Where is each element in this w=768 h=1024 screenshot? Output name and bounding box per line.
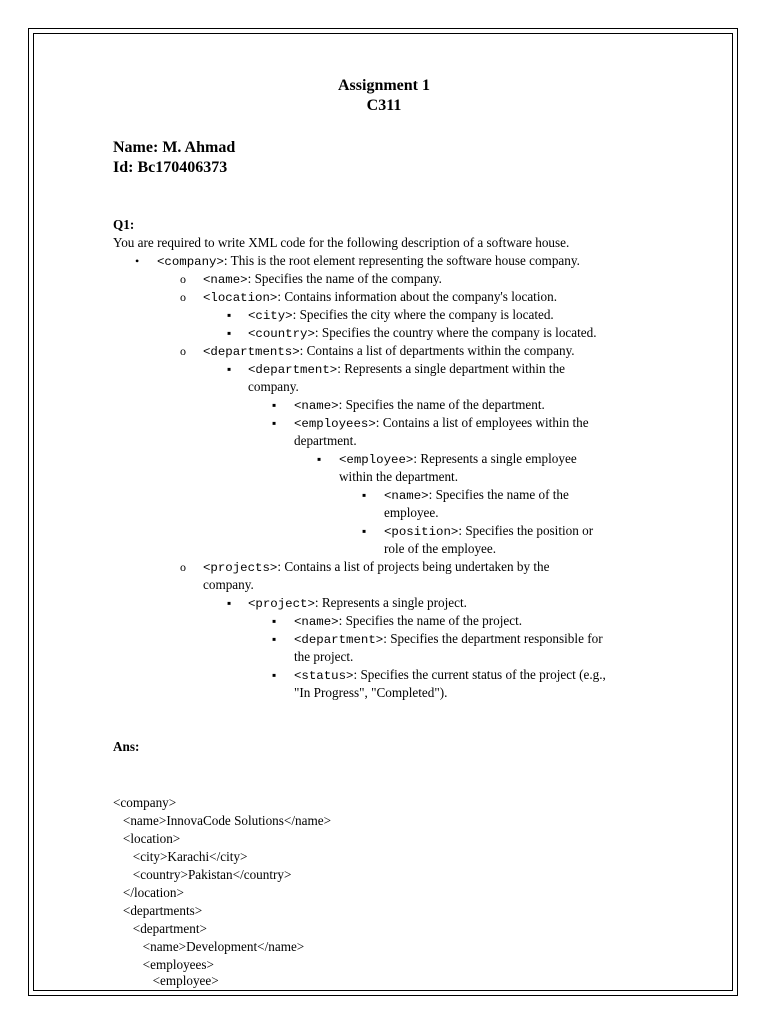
xml-tag: <name>: [384, 489, 429, 503]
item-description: : Represents a single department within the: [337, 361, 566, 376]
xml-tag: <name>: [203, 273, 248, 287]
bullet-square: ▪: [317, 452, 322, 466]
question-intro: You are required to write XML code for the following description of a software house.: [113, 235, 570, 250]
list-item: [294, 612, 522, 631]
item-description: : Represents a single employee: [413, 451, 577, 466]
bullet-circle: o: [180, 290, 186, 304]
list-item: [248, 360, 565, 379]
item-description: : Specifies the country where the company is located.: [314, 325, 597, 340]
item-continuation: company.: [203, 577, 254, 592]
xml-tag: <name>: [294, 615, 339, 629]
list-item: [294, 396, 545, 415]
bullet-square: ▪: [227, 596, 232, 610]
item-continuation: employee.: [384, 505, 439, 520]
code-line: <company>: [113, 795, 177, 810]
item-description: : Specifies the position or: [458, 523, 594, 538]
list-item: [384, 486, 569, 505]
course-code: C311: [366, 97, 402, 114]
item-description: : Specifies the current status of the project (e.g.,: [353, 667, 606, 682]
xml-tag: <company>: [157, 255, 224, 269]
list-item: [248, 324, 597, 343]
list-item: [384, 522, 593, 541]
assignment-title: Assignment 1: [337, 77, 430, 94]
list-item: [294, 630, 603, 649]
bullet-square: ▪: [227, 326, 232, 340]
item-description: : Contains a list of employees within the: [375, 415, 589, 430]
item-description: : Contains a list of projects being undertaken by the: [277, 559, 550, 574]
bullet-square: ▪: [362, 488, 367, 502]
item-continuation: company.: [248, 379, 299, 394]
xml-tag: <status>: [294, 669, 354, 683]
list-item: [248, 306, 554, 325]
list-item: [294, 414, 589, 433]
item-description: : Contains a list of departments within the company.: [299, 343, 575, 358]
item-description: : This is the root element representing the software house company.: [223, 253, 580, 268]
list-item: [203, 270, 442, 289]
item-continuation: the project.: [294, 649, 354, 664]
item-description: : Specifies the name of the company.: [247, 271, 442, 286]
xml-tag: <city>: [248, 309, 293, 323]
list-item: [157, 252, 580, 271]
bullet-circle: o: [180, 560, 186, 574]
bullet-square: ▪: [362, 524, 367, 538]
bullet-disc: •: [135, 254, 140, 268]
code-line: <name>Development</name>: [113, 939, 305, 954]
xml-tag: <projects>: [203, 561, 278, 575]
list-item: [294, 666, 606, 685]
bullet-square: ▪: [272, 668, 277, 682]
answer-label: Ans:: [113, 739, 140, 754]
item-description: : Represents a single project.: [314, 595, 467, 610]
item-description: : Specifies the name of the: [428, 487, 569, 502]
list-item: [203, 558, 549, 577]
bullet-square: ▪: [272, 416, 277, 430]
bullet-square: ▪: [272, 632, 277, 646]
code-line: <city>Karachi</city>: [113, 849, 248, 864]
item-description: : Specifies the name of the project.: [338, 613, 523, 628]
bullet-square: ▪: [227, 308, 232, 322]
code-line: <employee>: [113, 973, 219, 988]
item-description: : Specifies the name of the department.: [338, 397, 545, 412]
item-description: : Specifies the city where the company is located.: [292, 307, 554, 322]
code-line: <name>InnovaCode Solutions</name>: [113, 813, 332, 828]
bullet-circle: o: [180, 344, 186, 358]
code-line: <country>Pakistan</country>: [113, 867, 292, 882]
item-continuation: within the department.: [339, 469, 459, 484]
student-id: Id: Bc170406373: [113, 159, 228, 176]
xml-tag: <departments>: [203, 345, 300, 359]
xml-tag: <employee>: [339, 453, 414, 467]
bullet-square: ▪: [227, 362, 232, 376]
xml-tag: <department>: [294, 633, 384, 647]
item-continuation: "In Progress", "Completed").: [294, 685, 448, 700]
xml-tag: <location>: [203, 291, 278, 305]
bullet-square: ▪: [272, 614, 277, 628]
item-description: : Specifies the department responsible for: [383, 631, 603, 646]
code-line: <department>: [113, 921, 207, 936]
question-label: Q1:: [113, 217, 135, 232]
bullet-square: ▪: [272, 398, 277, 412]
xml-tag: <name>: [294, 399, 339, 413]
xml-tag: <department>: [248, 363, 338, 377]
list-item: [203, 288, 557, 307]
code-line: </location>: [113, 885, 184, 900]
item-continuation: role of the employee.: [384, 541, 497, 556]
item-continuation: department.: [294, 433, 357, 448]
item-description: : Contains information about the company's location.: [277, 289, 557, 304]
code-line: <location>: [113, 831, 181, 846]
list-item: [248, 594, 467, 613]
xml-tag: <country>: [248, 327, 315, 341]
list-item: [203, 342, 575, 361]
xml-tag: <employees>: [294, 417, 376, 431]
student-name: Name: M. Ahmad: [113, 139, 236, 156]
code-line: <departments>: [113, 903, 203, 918]
xml-tag: <position>: [384, 525, 459, 539]
xml-tag: <project>: [248, 597, 315, 611]
code-line: <employees>: [113, 957, 214, 972]
list-item: [339, 450, 577, 469]
bullet-circle: o: [180, 272, 186, 286]
